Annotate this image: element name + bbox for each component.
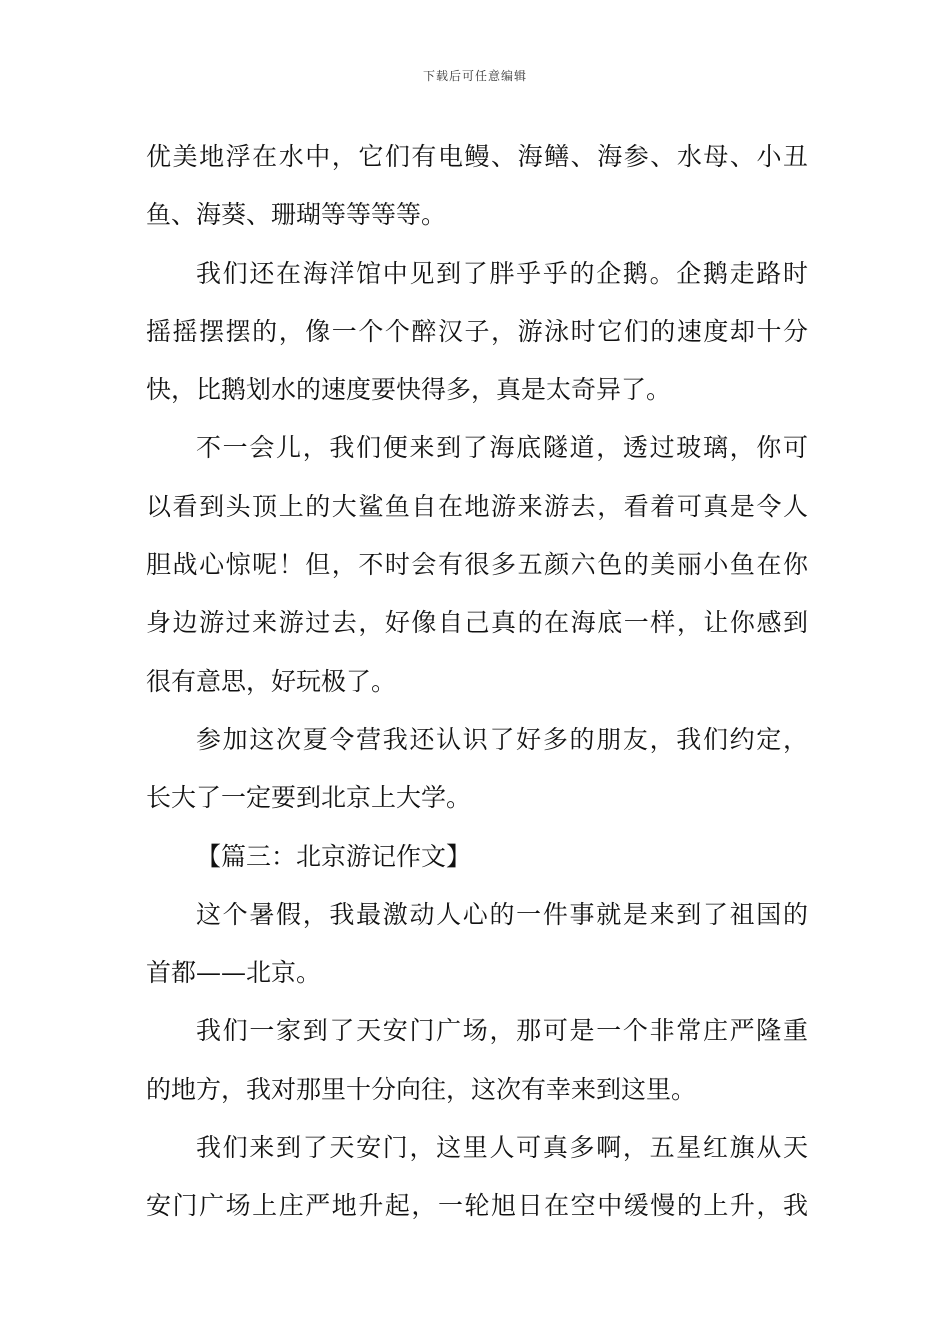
text-line: 长大了一定要到北京上大学。 xyxy=(146,783,472,813)
text-line: 很有意思，好玩极了。 xyxy=(146,666,397,696)
text-line: 鱼、海葵、珊瑚等等等等。 xyxy=(146,200,447,230)
text-line: 安门广场上庄严地升起，一轮旭日在空中缓慢的上升，我 xyxy=(146,1191,808,1221)
text-line: 的地方，我对那里十分向往，这次有幸来到这里。 xyxy=(146,1074,697,1104)
text-line: 我们来到了天安门，这里人可真多啊，五星红旗从天 xyxy=(196,1133,808,1163)
text-line: 参加这次夏令营我还认识了好多的朋友，我们约定， xyxy=(196,724,808,754)
text-line: 首都——北京。 xyxy=(146,958,322,988)
text-line: 快，比鹅划水的速度要快得多，真是太奇异了。 xyxy=(146,375,672,405)
text-line: 胆战心惊呢！但，不时会有很多五颜六色的美丽小鱼在你 xyxy=(146,550,808,580)
text-line: 我们还在海洋馆中见到了胖乎乎的企鹅。企鹅走路时 xyxy=(196,258,808,288)
text-line: 我们一家到了天安门广场，那可是一个非常庄严隆重 xyxy=(196,1016,808,1046)
text-line: 不一会儿，我们便来到了海底隧道，透过玻璃，你可 xyxy=(196,433,808,463)
text-line: 摇摇摆摆的，像一个个醉汉子，游泳时它们的速度却十分 xyxy=(146,316,808,346)
text-line: 身边游过来游过去，好像自己真的在海底一样，让你感到 xyxy=(146,608,808,638)
page-header: 下载后可任意编辑 xyxy=(422,69,527,83)
text-line: 这个暑假，我最激动人心的一件事就是来到了祖国的 xyxy=(196,899,808,929)
text-line: 以看到头顶上的大鲨鱼自在地游来游去，看着可真是令人 xyxy=(146,491,808,521)
article-body xyxy=(146,128,808,1236)
section-heading: 【篇三：北京游记作文】 xyxy=(196,841,472,871)
text-line: 优美地浮在水中，它们有电鳗、海鳝、海参、水母、小丑 xyxy=(146,142,808,171)
